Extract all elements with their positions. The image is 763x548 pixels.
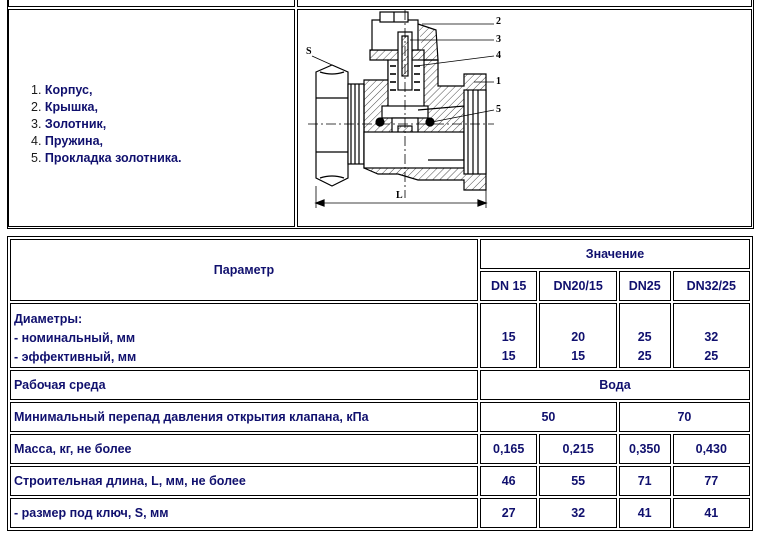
callout-1: 1 bbox=[496, 76, 501, 87]
callout-3: 3 bbox=[496, 34, 501, 45]
nominal-label: - номинальный, мм bbox=[14, 331, 136, 345]
length-dn25: 71 bbox=[619, 466, 671, 496]
length-dn15: 46 bbox=[480, 466, 538, 496]
row-medium bbox=[10, 370, 750, 400]
column-dn25: DN25 bbox=[619, 271, 671, 301]
header-parameter: Параметр bbox=[10, 239, 478, 301]
length-dn32-25: 77 bbox=[673, 466, 750, 496]
valve-cross-section-drawing bbox=[298, 10, 751, 226]
effective-label: - эффективный, мм bbox=[14, 350, 137, 364]
wrench-dn32-25: 41 bbox=[673, 498, 750, 528]
wrench-dn15: 27 bbox=[480, 498, 538, 528]
column-dn20-15: DN20/15 bbox=[539, 271, 616, 301]
legend-item: 4. Пружина, bbox=[31, 134, 104, 148]
callout-2: 2 bbox=[496, 16, 501, 27]
dimension-s-label: S bbox=[306, 46, 312, 57]
mass-dn20-15: 0,215 bbox=[539, 434, 616, 464]
row-pressure bbox=[10, 402, 750, 432]
pressure-label: Минимальный перепад давления открытия клапана, кПа bbox=[10, 402, 478, 432]
legend-item: 3. Золотник, bbox=[31, 117, 107, 131]
wrench-dn25: 41 bbox=[619, 498, 671, 528]
mass-dn15: 0,165 bbox=[480, 434, 538, 464]
mass-label: Масса, кг, не более bbox=[10, 434, 478, 464]
callout-4: 4 bbox=[496, 50, 501, 61]
length-dn20-15: 55 bbox=[539, 466, 616, 496]
legend-cell bbox=[8, 9, 295, 227]
medium-label: Рабочая среда bbox=[10, 370, 478, 400]
diameters-labels bbox=[10, 303, 478, 368]
diameters-dn20-15: 20 15 bbox=[539, 303, 616, 368]
medium-value: Вода bbox=[480, 370, 750, 400]
dimension-l-label: L bbox=[396, 190, 403, 201]
diameters-dn32-25: 32 25 bbox=[673, 303, 750, 368]
diameters-title: Диаметры: bbox=[14, 312, 83, 326]
row-mass bbox=[10, 434, 750, 464]
wrench-dn20-15: 32 bbox=[539, 498, 616, 528]
length-label: Строительная длина, L, мм, не более bbox=[10, 466, 478, 496]
parameters-table bbox=[7, 236, 753, 531]
pressure-value-1: 50 bbox=[480, 402, 617, 432]
column-dn32-25: DN32/25 bbox=[673, 271, 750, 301]
header-row-value bbox=[10, 239, 750, 269]
top-cap-right bbox=[297, 0, 752, 7]
callout-5: 5 bbox=[496, 104, 501, 115]
pressure-value-2: 70 bbox=[619, 402, 750, 432]
diameters-dn15: 15 15 bbox=[480, 303, 538, 368]
row-wrench bbox=[10, 498, 750, 528]
mass-dn32-25: 0,430 bbox=[673, 434, 750, 464]
legend-item: 5. Прокладка золотника. bbox=[31, 151, 182, 165]
row-diameters bbox=[10, 303, 750, 368]
drawing-cell bbox=[297, 9, 752, 227]
top-frame bbox=[7, 0, 754, 229]
wrench-label: - размер под ключ, S, мм bbox=[10, 498, 478, 528]
mass-dn25: 0,350 bbox=[619, 434, 671, 464]
legend-item: 2. Крышка, bbox=[31, 100, 98, 114]
top-cap-left bbox=[8, 0, 295, 7]
header-value: Значение bbox=[480, 239, 750, 269]
parts-legend bbox=[31, 82, 181, 167]
column-dn15: DN 15 bbox=[480, 271, 538, 301]
legend-item: 1. Корпус, bbox=[31, 83, 93, 97]
diameters-dn25: 25 25 bbox=[619, 303, 671, 368]
row-length bbox=[10, 466, 750, 496]
